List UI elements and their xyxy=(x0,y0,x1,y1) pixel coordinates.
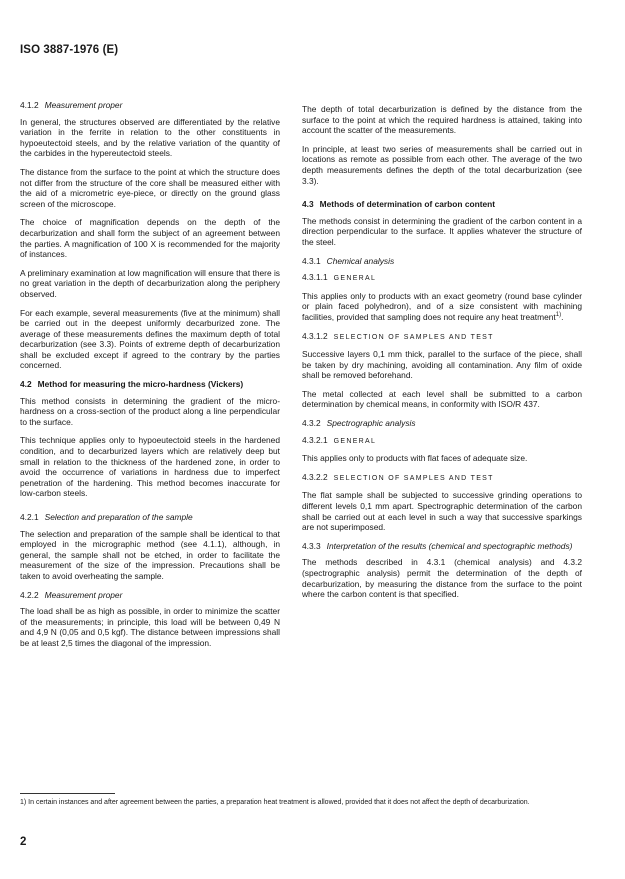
paragraph: This method consists in determining the gradient of the micro-hardness on a cross-section of the product along a line perpendicular to the surface. xyxy=(20,395,280,427)
paragraph: The distance from the surface to the point at which the structure does not differ from the structure of the core shall be measured either with the aid of a micrometric eye-piece, or directly on the ground glass screen of the microscope. xyxy=(20,166,280,209)
left-column xyxy=(20,100,280,657)
paragraph: This technique applies only to hypoeutectoid steels in the hardened condition, and to decarburized layers which are relatively deep but small in relation to the thickness of the hardened zone, in order to avoid the occurrence of variations in hardness due to imperfect penetration of the hardening. This method becomes inaccurate for low-carbon steels. xyxy=(20,435,280,499)
section-4-3-3-heading xyxy=(302,541,582,552)
paragraph: The flat sample shall be subjected to successive grinding operations to different levels 0,1 mm apart. Spectrographic determination of the carbon shall be carried out at each level in such a way that successive sparkings are not superimposed. xyxy=(302,490,582,533)
section-number: 4.3.1.2 xyxy=(302,330,328,341)
section-4-2-1-heading xyxy=(20,512,280,523)
footnote-ref: 1) xyxy=(555,312,562,319)
section-title: SELECTION OF SAMPLES AND TEST xyxy=(333,474,494,482)
section-number: 4.3.2 xyxy=(302,418,321,429)
section-title: Methods of determination of carbon content xyxy=(319,199,496,210)
paragraph: The metal collected at each level shall be submitted to a carbon determination by chemical means, in conformity with ISO/R 437. xyxy=(302,388,582,410)
section-number: 4.3.2.1 xyxy=(302,434,328,445)
paragraph: Successive layers 0,1 mm thick, parallel to the surface of the piece, shall be taken by dry machining, avoiding all contamination. Any film of oxide shall be removed beforehand. xyxy=(302,349,582,381)
section-number: 4.3.1 xyxy=(302,255,321,266)
document-header: ISO 3887-1976 (E) xyxy=(20,44,119,56)
paragraph: The choice of magnification depends on the depth of the decarburization and shall form the subject of an agreement between the parties. A magnification of 100 X is recommended for the majority of instances. xyxy=(20,217,280,260)
section-title: Measurement proper xyxy=(44,100,123,110)
paragraph xyxy=(302,291,582,323)
paragraph: In principle, at least two series of measurements shall be carried out in locations as remote as possible from each other. The average of the two depth measurements defines the depth of the total decarburization (see 3.3). xyxy=(302,143,582,186)
section-4-3-2-2-heading xyxy=(302,472,582,485)
footnote: 1) In certain instances and after agreement between the parties, a preparation heat treatment is allowed, provided that it does not affect the depth of decarburization. xyxy=(20,799,530,806)
section-4-2-2-heading xyxy=(20,590,280,601)
section-4-2-heading xyxy=(20,379,280,390)
section-title: Interpretation of the results (chemical and spectographic methods) xyxy=(326,540,573,551)
paragraph: The selection and preparation of the sample shall be identical to that employed in the micrographic method (see 4.1.1), although, in general, the sample shall not be etched, in order to facilitate the measurement of the size of the impression. Precautions shall be taken to avoid overheating the sample. xyxy=(20,528,280,581)
section-title: Spectrographic analysis xyxy=(326,418,416,429)
paragraph: A preliminary examination at low magnification will ensure that there is no great variation in the depth of decarburization along the periphery observed. xyxy=(20,267,280,299)
section-4-1-2-heading xyxy=(20,100,280,111)
section-4-3-2-heading xyxy=(302,418,582,429)
section-number: 4.3.2.2 xyxy=(302,471,328,482)
footnote-divider xyxy=(20,793,115,794)
paragraph: For each example, several measurements (five at the minimum) shall be carried out in the deepest uniformly decarburized zone. The average of these measurements defines the maximum depth of total decarburization (see 3.3). Points of extreme depth of decarburization shall be excluded except if agreed to the contrary by the parties concerned. xyxy=(20,307,280,371)
section-4-3-1-heading xyxy=(302,256,582,267)
paragraph: This applies only to products with flat faces of adequate size. xyxy=(302,453,528,464)
paragraph: The methods described in 4.3.1 (chemical analysis) and 4.3.2 (spectrographic analysis) permit the determination of the depth of decarburization, by measuring the distance from the surface to the point where the carbon content is that specified. xyxy=(302,557,582,600)
section-title: Selection and preparation of the sample xyxy=(44,512,193,522)
section-number: 4.2.1 xyxy=(20,512,39,522)
section-title: SELECTION OF SAMPLES AND TEST xyxy=(333,333,494,341)
section-title: Measurement proper xyxy=(44,589,123,600)
page-number: 2 xyxy=(20,836,27,848)
section-number: 4.3.1.1 xyxy=(302,272,328,283)
section-title: GENERAL xyxy=(333,275,377,283)
paragraph: The load shall be as high as possible, in order to minimize the scatter of the measurements; in principle, this load will be between 0,49 N and 4,9 N (0,05 and 0,5 kgf). The distance between impressions shall be at least 2,5 times the diagonal of the impression. xyxy=(20,606,280,648)
section-title: Method for measuring the micro-hardness (Vickers) xyxy=(37,379,244,390)
section-number: 4.1.2 xyxy=(20,100,39,110)
section-number: 4.3 xyxy=(302,199,314,210)
paragraph: The methods consist in determining the gradient of the carbon content in a direction perpendicular to the surface. It applies whatever the structure of the steel. xyxy=(302,215,582,247)
paragraph-end: . xyxy=(561,311,564,322)
section-number: 4.3.3 xyxy=(302,540,321,551)
paragraph: The depth of total decarburization is defined by the distance from the surface to the point at which the required hardness is attained, taking into account the scatter of the measurements. xyxy=(302,104,582,136)
section-4-3-heading xyxy=(302,199,582,210)
section-number: 4.2.2 xyxy=(20,589,39,600)
paragraph: In general, the structures observed are differentiated by the relative variation in the ferrite in relation to the other constituents in hypoeutectoid steels, and by the relative variation of the quantity of the carbides in the hypereutectoid steels. xyxy=(20,116,280,159)
section-number: 4.2 xyxy=(20,379,32,390)
section-4-3-1-1-heading xyxy=(302,272,582,285)
paragraph-text: This applies only to products with an exact geometry (round base cylinder or plain faced polyhedron), and of a size consistent with machining facilities, provided that sampling does not require any heat treatment xyxy=(302,290,582,322)
section-title: GENERAL xyxy=(333,437,377,445)
right-column xyxy=(302,104,582,608)
section-title: Chemical analysis xyxy=(326,255,395,266)
section-4-3-2-1-heading xyxy=(302,435,582,448)
section-4-3-1-2-heading xyxy=(302,331,582,344)
